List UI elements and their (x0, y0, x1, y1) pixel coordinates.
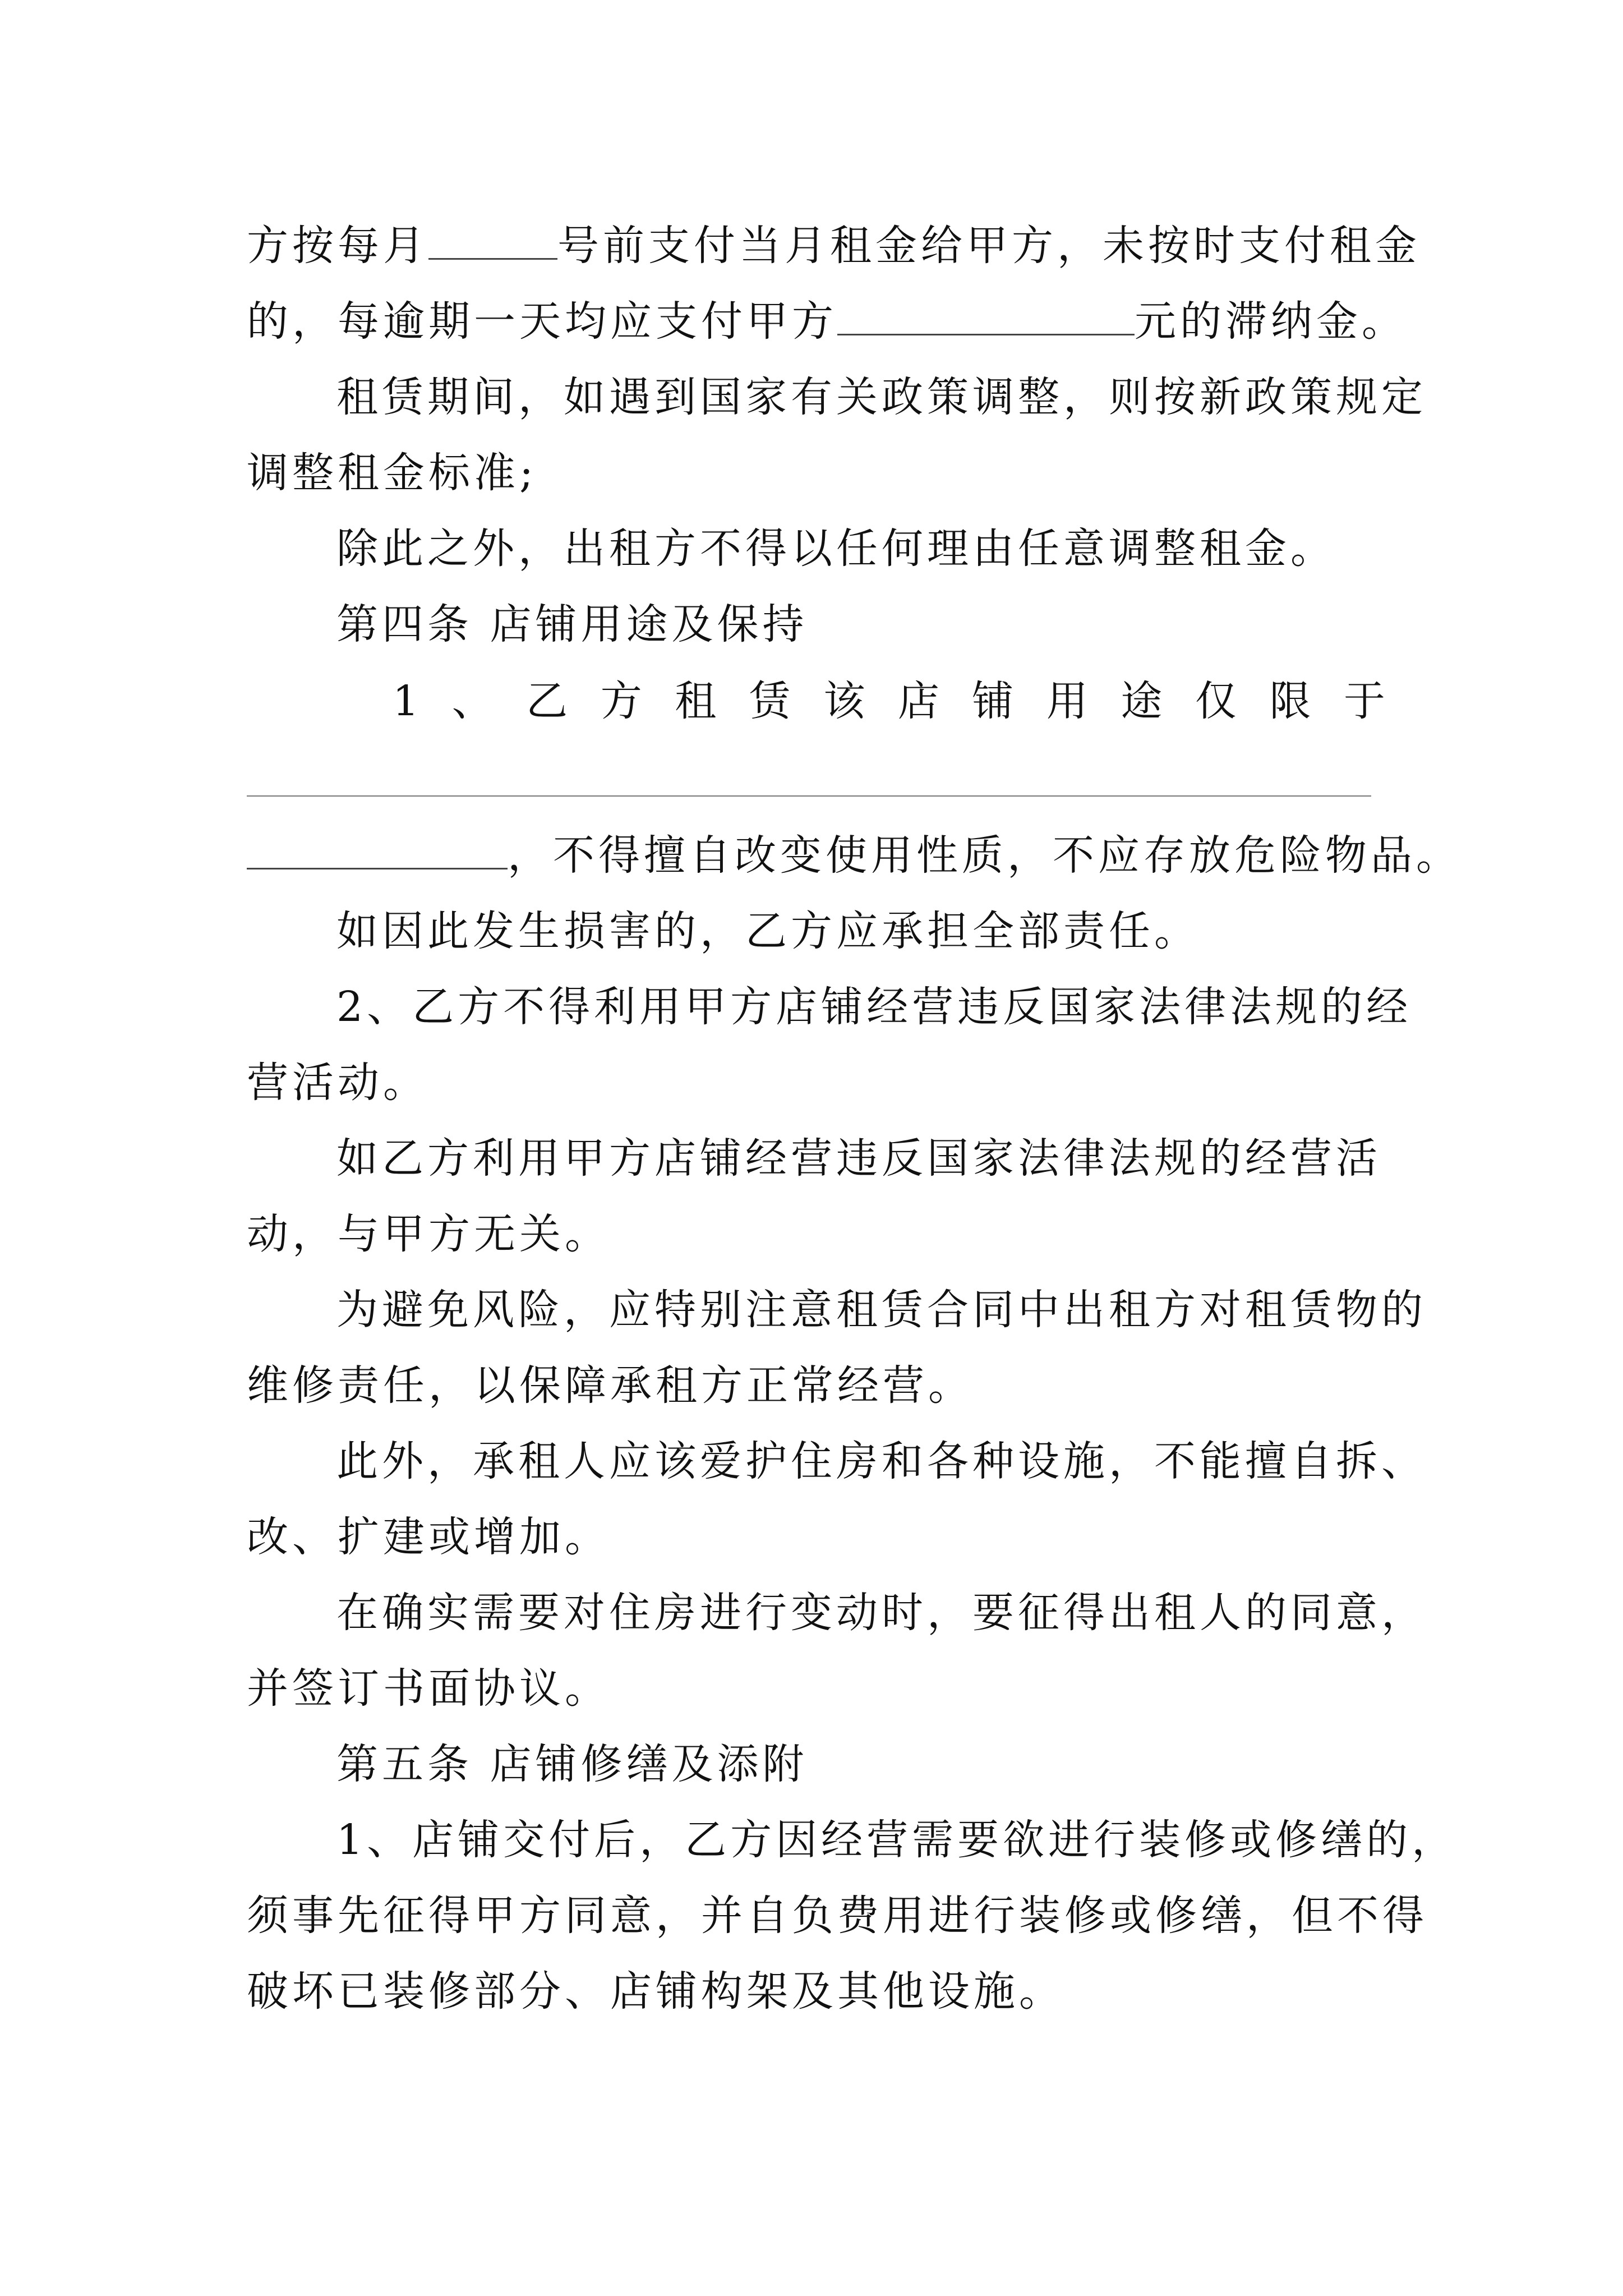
text-line: 营活动。 (247, 1059, 428, 1107)
section-heading: 第五条 店铺修缮及添附 (336, 1740, 808, 1788)
spaced-char: 赁 (749, 677, 791, 725)
fill-blank-line (247, 795, 1371, 797)
spaced-char: 途 (1121, 677, 1163, 725)
spaced-char: 仅 (1195, 677, 1237, 725)
text-segment: 元的滞纳金。 (1135, 297, 1407, 346)
text-line: 动，与甲方无关。 (247, 1210, 610, 1258)
text-line: 维修责任，以保障承租方正常经营。 (247, 1361, 974, 1410)
text-line: 调整租金标准; (247, 449, 537, 497)
section-heading: 第四条 店铺用途及保持 (336, 600, 808, 648)
text-line: 改、扩建或增加。 (247, 1513, 610, 1561)
spaced-char: 、 (451, 677, 494, 725)
text-line: 为避免风险，应特别注意租赁合同中出租方对租赁物的 (336, 1286, 1427, 1334)
spaced-char: 1 (393, 677, 419, 725)
text-line: 此外，承租人应该爱护住房和各种设施，不能擅自拆、 (336, 1437, 1427, 1485)
text-line: 如因此发生损害的，乙方应承担全部责任。 (336, 907, 1200, 955)
spaced-char: 限 (1269, 677, 1311, 725)
fill-blank (247, 831, 508, 869)
spaced-char: 乙 (526, 677, 568, 725)
spaced-char: 该 (823, 677, 865, 725)
text-line: 在确实需要对住房进行变动时，要征得出租人的同意， (336, 1589, 1427, 1637)
text-line (247, 218, 1421, 274)
spaced-char: 于 (1344, 677, 1385, 725)
spaced-char: 店 (897, 677, 939, 725)
spaced-char: 方 (600, 677, 642, 725)
text-segment: ，不得擅自改变使用性质，不应存放危险物品。 (508, 831, 1461, 880)
text-line: 除此之外，出租方不得以任何理由任意调整租金。 (336, 524, 1336, 573)
text-line (247, 827, 1461, 884)
text-line: 2、乙方不得利用甲方店铺经营违反国家法律法规的经 (336, 983, 1412, 1031)
text-line (247, 293, 1407, 349)
spaced-char: 租 (675, 677, 717, 725)
fill-blank (428, 221, 557, 260)
text-line: 须事先征得甲方同意，并自负费用进行装修或修缮，但不得 (247, 1892, 1428, 1940)
spaced-char: 用 (1046, 677, 1088, 725)
text-line: 破坏已装修部分、店铺构架及其他设施。 (247, 1967, 1064, 2016)
text-segment: 的，每逾期一天均应支付甲方 (247, 297, 837, 346)
spaced-text-line (393, 673, 1385, 729)
spaced-char: 铺 (972, 677, 1014, 725)
fill-blank (837, 297, 1135, 335)
text-line: 如乙方利用甲方店铺经营违反国家法律法规的经营活 (336, 1134, 1381, 1182)
text-segment: 号前支付当月租金给甲方，未按时支付租金 (557, 222, 1421, 270)
text-line: 并签订书面协议。 (247, 1664, 610, 1713)
text-line: 1、店铺交付后，乙方因经营需要欲进行装修或修缮的， (336, 1816, 1458, 1864)
text-segment: 方按每月 (247, 222, 428, 270)
text-line: 租赁期间，如遇到国家有关政策调整，则按新政策规定 (336, 373, 1427, 421)
